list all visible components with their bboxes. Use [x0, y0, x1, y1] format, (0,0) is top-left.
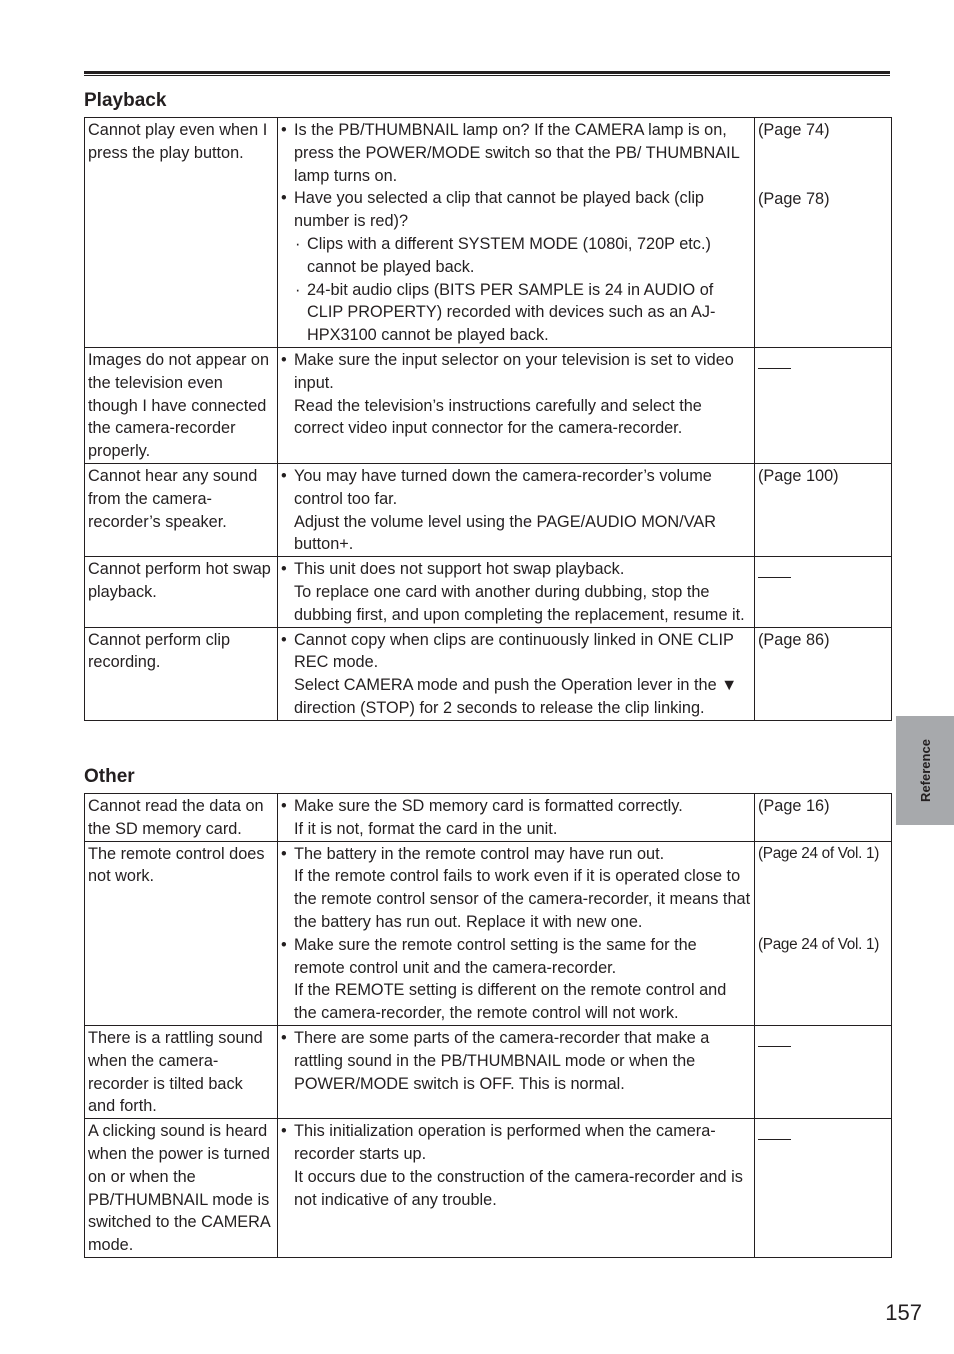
remedy-cell [278, 118, 755, 348]
reference-cell [755, 841, 892, 1025]
no-reference-dash [758, 1046, 791, 1047]
page-reference: (Page 78) [758, 189, 830, 208]
section-title-playback: Playback [84, 90, 167, 111]
remedy-text: If the REMOTE setting is different on the remote control and the camera-recorder, the remote control will not work. [294, 981, 727, 1023]
problem-cell: Cannot perform hot swap playback. [85, 557, 278, 627]
page-reference: (Page 24 of Vol. 1) [758, 936, 880, 954]
no-reference-dash [758, 577, 791, 578]
remedy-cell [278, 841, 755, 1025]
page-reference: (Page 86) [758, 630, 830, 649]
table-row [85, 463, 892, 556]
problem-cell: Cannot read the data on the SD memory card. [85, 794, 278, 842]
reference-cell [755, 463, 892, 556]
reference-cell [755, 1119, 892, 1258]
remedy-bullet: • Make sure the input selector on your television is set to video input. [281, 349, 751, 395]
table-row [85, 118, 892, 348]
reference-cell [755, 118, 892, 348]
reference-cell [755, 627, 892, 720]
page-reference: (Page 24 of Vol. 1) [758, 844, 880, 862]
page-reference: (Page 100) [758, 466, 839, 485]
reference-side-tab [896, 716, 954, 825]
table-row [85, 557, 892, 627]
reference-cell [755, 1025, 892, 1118]
remedy-bullet: • There are some parts of the camera-recorder that make a rattling sound in the PB/THUMBNAIL mode or when the POWER/MODE switch is OFF. This is normal. [281, 1027, 751, 1095]
remedy-bullet: • Have you selected a clip that cannot be played back (clip number is red)? [281, 187, 751, 233]
problem-cell: Cannot perform clip recording. [85, 627, 278, 720]
table-row [85, 794, 892, 842]
remedy-bullet: • The battery in the remote control may have run out. [281, 843, 751, 866]
header-rule [84, 71, 890, 74]
remedy-cell [278, 1025, 755, 1118]
remedy-text: To replace one card with another during dubbing, stop the dubbing first, and upon completing the replacement, resume it. [294, 582, 745, 624]
problem-cell: Cannot hear any sound from the camera-recorder’s speaker. [85, 463, 278, 556]
problem-cell: A clicking sound is heard when the power is turned on or when the PB/THUMBNAIL mode is switched to the CAMERA mode. [85, 1119, 278, 1258]
remedy-sub-item: · 24-bit audio clips (BITS PER SAMPLE is 24 in AUDIO of CLIP PROPERTY) recorded with devices such as an AJ-HPX3100 cannot be played back. [281, 279, 751, 347]
remedy-text: If it is not, format the card in the unit. [294, 819, 558, 838]
remedy-bullet: • Cannot copy when clips are continuously linked in ONE CLIP REC mode. [281, 629, 751, 675]
remedy-bullet: • Make sure the remote control setting is the same for the remote control unit and the camera-recorder. [281, 934, 751, 980]
remedy-bullet: • This initialization operation is performed when the camera-recorder starts up. [281, 1120, 751, 1166]
reference-cell [755, 557, 892, 627]
table-row [85, 1119, 892, 1258]
page-reference: (Page 74) [758, 121, 830, 139]
remedy-cell [278, 463, 755, 556]
no-reference-dash [758, 368, 791, 369]
remedy-cell [278, 557, 755, 627]
remedy-bullet: • Is the PB/THUMBNAIL lamp on? If the CAMERA lamp is on, press the POWER/MODE switch so that the PB/ THUMBNAIL lamp turns on. [281, 119, 751, 187]
remedy-bullet: • You may have turned down the camera-recorder’s volume control too far. [281, 465, 751, 511]
remedy-sub-item: · Clips with a different SYSTEM MODE (1080i, 720P etc.) cannot be played back. [281, 233, 751, 279]
other-table [84, 793, 892, 1258]
remedy-text: It occurs due to the construction of the camera-recorder and is not indicative of any trouble. [294, 1167, 743, 1209]
remedy-cell [278, 794, 755, 842]
side-tab-label: Reference [917, 739, 933, 802]
table-row [85, 627, 892, 720]
page-reference: (Page 16) [758, 797, 830, 815]
reference-cell [755, 347, 892, 463]
table-row [85, 1025, 892, 1118]
section-title-other: Other [84, 766, 135, 787]
problem-cell: Cannot play even when I press the play button. [85, 118, 278, 348]
remedy-cell [278, 1119, 755, 1258]
playback-table [84, 117, 892, 721]
table-row [85, 841, 892, 1025]
remedy-text: Read the television’s instructions carefully and select the correct video input connector for the camera-recorder. [294, 396, 702, 438]
remedy-bullet: • Make sure the SD memory card is formatted correctly. [281, 795, 751, 818]
remedy-text: Adjust the volume level using the PAGE/AUDIO MON/VAR button+. [294, 512, 716, 554]
remedy-bullet: • This unit does not support hot swap playback. [281, 558, 751, 581]
header-rule-thin [84, 75, 890, 76]
problem-cell: The remote control does not work. [85, 841, 278, 1025]
reference-cell [755, 794, 892, 842]
remedy-text: Select CAMERA mode and push the Operation lever in the ▼ direction (STOP) for 2 seconds to release the clip linking. [294, 676, 738, 717]
page-number: 157 [885, 1300, 922, 1325]
problem-cell: There is a rattling sound when the camera-recorder is tilted back and forth. [85, 1025, 278, 1118]
no-reference-dash [758, 1139, 791, 1140]
table-row [85, 347, 892, 463]
remedy-cell [278, 347, 755, 463]
remedy-text: If the remote control fails to work even if it is operated close to the remote control sensor of the camera-recorder, it means that the battery has run out. Replace it with new one. [294, 867, 751, 931]
problem-cell: Images do not appear on the television even though I have connected the camera-recorder properly. [85, 347, 278, 463]
remedy-cell [278, 627, 755, 720]
